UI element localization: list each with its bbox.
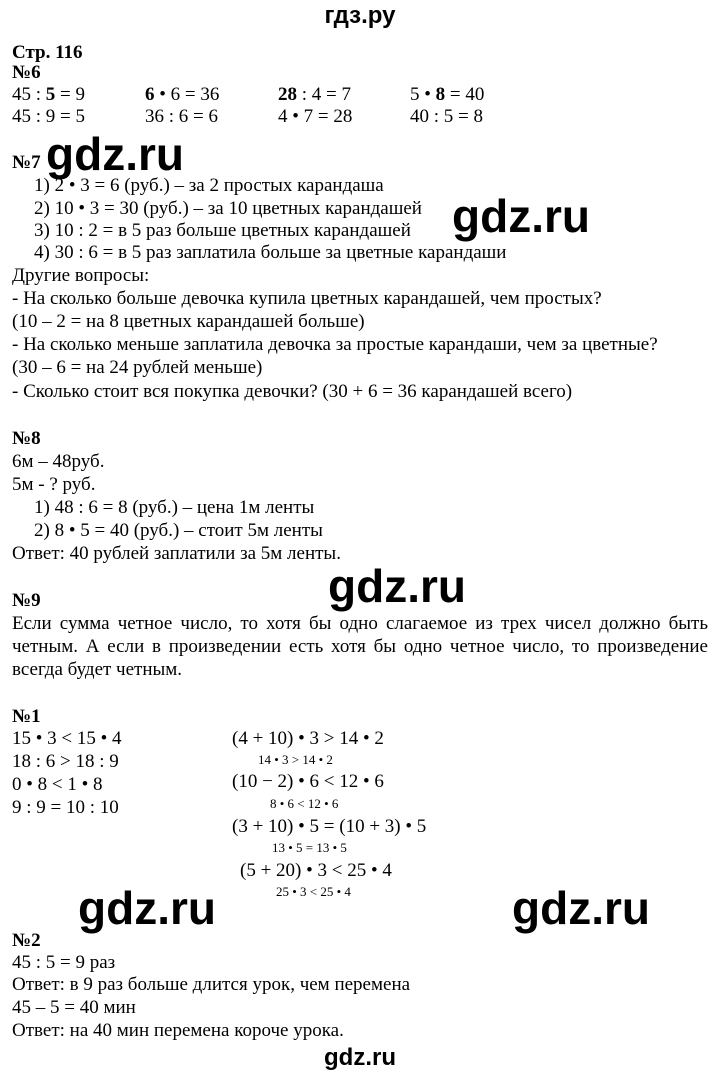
task-1-right-2-sub: 8 • 6 < 12 • 6 — [270, 796, 339, 811]
task-8-step-1: 1) 48 : 6 = 8 (руб.) – цена 1м ленты — [34, 497, 315, 518]
task-7-question-1: - На сколько больше девочка купила цветных карандашей, чем простых? — [12, 288, 602, 309]
task-9-title: №9 — [12, 590, 41, 611]
task-8-answer: Ответ: 40 рублей заплатили за 5м ленты. — [12, 543, 341, 564]
task-7-question-3: - Сколько стоит вся покупка девочки? (30 + 6 = 36 карандашей всего) — [12, 381, 573, 402]
task-1-right-4: (5 + 20) • 3 < 25 • 4 — [240, 860, 392, 881]
task-2-title: №2 — [12, 930, 41, 951]
task-6-title: №6 — [12, 62, 41, 83]
task-7-title: №7 — [12, 152, 41, 173]
task-7-answer-1: (10 – 2 = на 8 цветных карандашей больше) — [12, 311, 365, 332]
watermark-3: gdz.ru — [328, 560, 466, 612]
page-reference: Стр. 116 — [12, 42, 83, 63]
header-watermark: гдз.ру — [324, 2, 396, 29]
task-2-line-2: Ответ: в 9 раз больше длится урок, чем перемена — [12, 974, 411, 995]
watermark-4: gdz.ru — [78, 882, 216, 934]
task-7-step-1: 1) 2 • 3 = 6 (руб.) – за 2 простых карандаша — [34, 175, 384, 196]
task-7-step-2: 2) 10 • 3 = 30 (руб.) – за 10 цветных карандашей — [34, 198, 422, 219]
task-6-eq-7: 4 • 7 = 28 — [278, 106, 353, 127]
task-9-text: Если сумма четное число, то хотя бы одно слагаемое из трех чисел должно быть четным. А если в произведении есть хотя бы одно четное число, то произведение всегда будет четным. — [12, 613, 708, 680]
task-6-eq-1: 45 : 5 = 9 — [12, 84, 85, 105]
task-7-step-4: 4) 30 : 6 = в 5 раз заплатила больше за цветные карандаши — [34, 242, 507, 263]
task-2-line-3: 45 – 5 = 40 мин — [12, 997, 136, 1018]
task-6-eq-2: 6 • 6 = 36 — [145, 84, 220, 105]
task-1-left-1: 15 • 3 < 15 • 4 — [12, 728, 122, 749]
task-7-answer-2: (30 – 6 = на 24 рублей меньше) — [12, 357, 263, 378]
task-2-line-4: Ответ: на 40 мин перемена короче урока. — [12, 1020, 344, 1041]
task-6-eq-8: 40 : 5 = 8 — [410, 106, 483, 127]
watermark-5: gdz.ru — [512, 882, 650, 934]
task-1-right-2: (10 − 2) • 6 < 12 • 6 — [232, 771, 384, 792]
task-1-right-1: (4 + 10) • 3 > 14 • 2 — [232, 728, 384, 749]
task-1-right-3: (3 + 10) • 5 = (10 + 3) • 5 — [232, 816, 427, 837]
task-8-given-2: 5м - ? руб. — [12, 474, 96, 495]
task-6-eq-4: 5 • 8 = 40 — [410, 84, 485, 105]
task-1-right-1-sub: 14 • 3 > 14 • 2 — [258, 752, 333, 767]
task-1-left-3: 0 • 8 < 1 • 8 — [12, 774, 103, 795]
task-1-right-3-sub: 13 • 5 = 13 • 5 — [272, 840, 347, 855]
footer-watermark: gdz.ru — [324, 1044, 396, 1071]
task-7-step-3: 3) 10 : 2 = в 5 раз больше цветных карандашей — [34, 220, 411, 241]
watermark-1: gdz.ru — [46, 128, 184, 180]
task-7-other-questions-title: Другие вопросы: — [12, 265, 150, 286]
task-6-eq-5: 45 : 9 = 5 — [12, 106, 85, 127]
task-8-given-1: 6м – 48руб. — [12, 451, 105, 472]
task-1-left-4: 9 : 9 = 10 : 10 — [12, 797, 119, 818]
task-1-title: №1 — [12, 706, 41, 727]
task-1-right-4-sub: 25 • 3 < 25 • 4 — [276, 884, 351, 899]
watermark-2: gdz.ru — [452, 190, 590, 242]
task-7-question-2: - На сколько меньше заплатила девочка за простые карандаши, чем за цветные? — [12, 334, 658, 355]
task-8-title: №8 — [12, 428, 41, 449]
task-1-left-2: 18 : 6 > 18 : 9 — [12, 751, 119, 772]
task-6-eq-3: 28 : 4 = 7 — [278, 84, 351, 105]
task-8-step-2: 2) 8 • 5 = 40 (руб.) – стоит 5м ленты — [34, 520, 323, 541]
task-2-line-1: 45 : 5 = 9 раз — [12, 952, 116, 973]
task-6-eq-6: 36 : 6 = 6 — [145, 106, 218, 127]
